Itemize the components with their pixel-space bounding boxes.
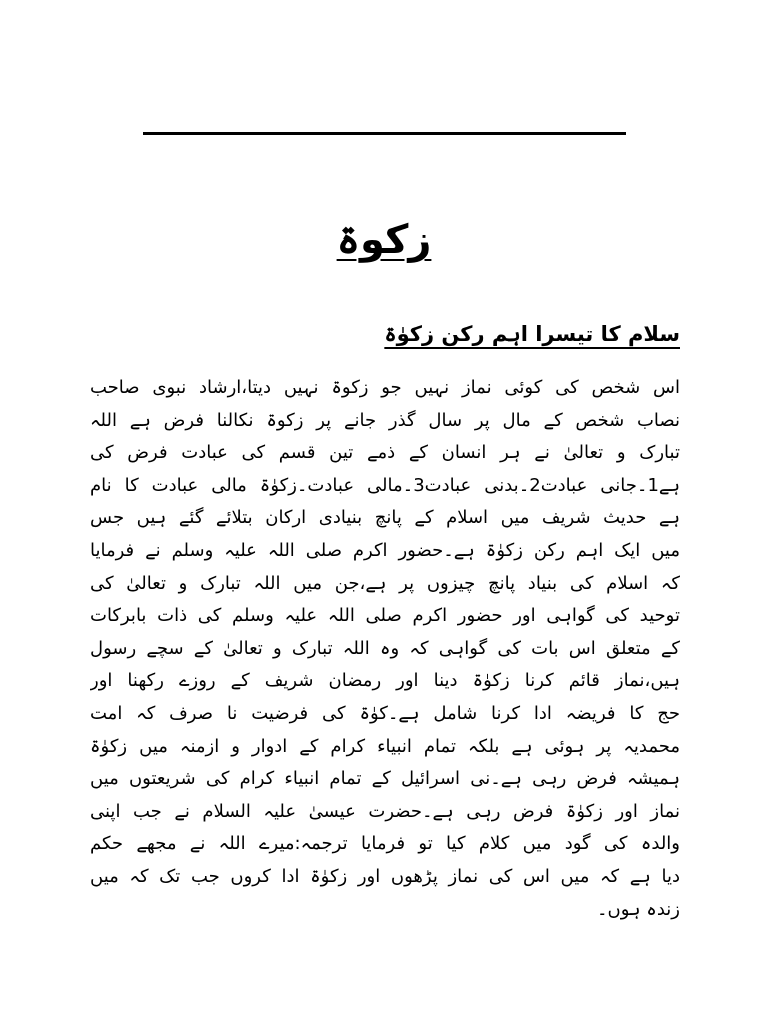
paragraph-line: دیا ہے کہ میں اس کی نماز پڑھوں اور زکوٰۃ ادا کروں جب تک کہ میں: [90, 865, 680, 887]
paragraph-line: ہمیشہ فرض رہی ہے۔نی اسرائیل کے تمام انبیاء کرام کی شریعتوں میں: [90, 768, 680, 790]
paragraph-line: والدہ کی گود میں کلام کیا تو فرمایا ترجمہ:میرے اللہ نے مجھے حکم: [90, 833, 680, 855]
paragraph-line: کہ اسلام کی بنیاد پانچ چیزوں پر ہے،جن میں اللہ تبارک و تعالیٰ کی: [90, 572, 680, 594]
page-title-text: زکوۃ: [336, 217, 432, 263]
paragraph-line: تبارک و تعالیٰ نے ہر انسان کے ذمے تین قسم کی عبادت فرض کی: [90, 442, 680, 464]
paragraph-line: اس شخص کی کوئی نماز نہیں جو زکوۃ نہیں دیتا،ارشاد نبوی صاحب: [90, 377, 680, 398]
paragraph-line: نماز اور زکوٰۃ فرض رہی ہے۔حضرت عیسیٰ علیہ السلام نے جب اپنی: [90, 800, 680, 822]
paragraph-line: توحید کی گواہی اور حضور اکرم صلی اللہ علیہ وسلم کی ذات بابرکات: [90, 605, 680, 627]
paragraph-line: میں ایک اہم رکن زکوٰۃ ہے۔حضور اکرم صلی اللہ علیہ وسلم نے فرمایا: [90, 539, 680, 561]
paragraph-line: ہے1۔جانی عبادت2۔بدنی عبادت3۔مالی عبادت۔زکوٰۃ مالی عبادت کا نام: [90, 474, 680, 496]
paragraph-line: حج کا فریضہ ادا کرنا شامل ہے۔کوٰۃ کی فرضیت نا صرف کہ امت: [90, 702, 680, 724]
body-paragraph: [90, 372, 680, 926]
top-horizontal-rule: [143, 132, 626, 135]
paragraph-line: کے متعلق اس بات کی گواہی کہ وہ اللہ تبارک و تعالیٰ کے سچے رسول: [90, 637, 680, 659]
section-heading: [384, 318, 680, 350]
section-heading-text: سلام کا تیسرا اہم رکن زکوٰۃ: [384, 322, 680, 346]
paragraph-line: ہیں،نماز قائم کرنا زکوٰۃ دینا اور رمضان شریف کے روزے رکھنا اور: [90, 670, 680, 692]
paragraph-line: زندہ ہوں۔: [596, 898, 680, 920]
paragraph-line: نصاب شخص کے مال پر سال گذر جانے پر زکوۃ نکالنا فرض ہے اللہ: [90, 409, 680, 431]
paragraph-line: محمدیہ پر ہوئی ہے بلکہ تمام انبیاء کرام کے ادوار و ازمنہ میں زکوٰۃ: [90, 735, 680, 757]
paragraph-line: ہے حدیث شریف میں اسلام کے پانچ بنیادی ارکان بتلائے گئے ہیں جس: [90, 507, 680, 529]
page-title: [0, 212, 768, 268]
